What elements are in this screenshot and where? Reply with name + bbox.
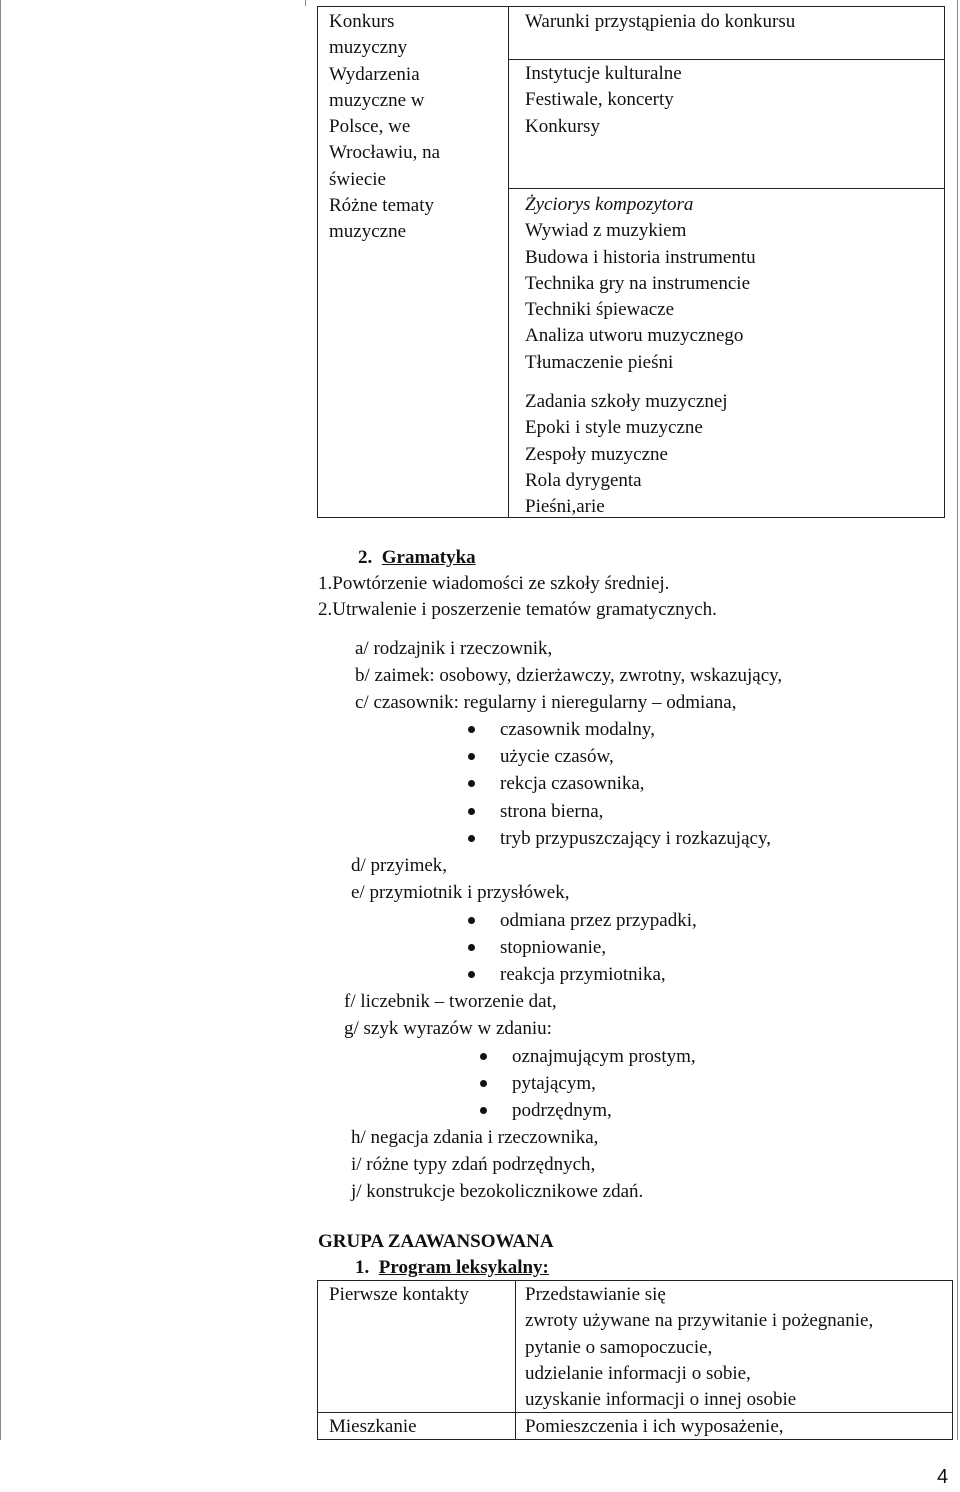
row-divider [509,59,944,60]
grammar-c: c/ czasownik: regularny i nieregularny – odmiana, [355,692,737,713]
lexical-r1c1: Pierwsze kontakty [329,1284,469,1305]
row2-line: Instytucje kulturalne [525,63,682,84]
grammar-h: h/ negacja zdania i rzeczownika, [351,1127,599,1148]
row3b-line: Epoki i style muzyczne [525,417,703,439]
list-item: pytającym, [512,1070,696,1097]
row3-line: Wywiad z muzykiem [525,220,687,242]
col1-line: świecie [329,168,386,190]
list-item: oznajmującym prostym, [512,1043,696,1070]
list-item: rekcja czasownika, [500,770,771,797]
program-heading [355,1255,549,1281]
grammar-a: a/ rodzajnik i rzeczownik, [355,638,553,659]
row3b-text [525,389,728,520]
margin-line-left [0,0,1,1440]
row3-text [525,192,756,376]
grammar-e: e/ przymiotnik i przysłówek, [351,882,570,903]
program-number: 1. [355,1257,370,1278]
list-item: czasownik modalny, [500,716,771,743]
list-item: odmiana przez przypadki, [500,907,697,934]
lexical-line: pytanie o samopoczucie, [525,1336,713,1358]
section-point-1: 1.Powtórzenie wiadomości ze szkoły średniej. [318,573,670,594]
col1-line: Różne tematy [329,195,434,217]
row2-text [525,61,682,140]
lexical-line: udzielanie informacji o sobie, [525,1362,751,1384]
grammar-e-list [500,907,697,989]
row2-line: Festiwale, koncerty [525,89,674,111]
row2-line: Konkursy [525,115,600,137]
list-item: podrzędnym, [512,1097,696,1124]
list-item: reakcja przymiotnika, [500,961,697,988]
list-item: tryb przypuszczający i rozkazujący, [500,825,771,852]
row1-line: Warunki przystąpienia do konkursu [525,11,796,32]
row3b-line: Rola dyrygenta [525,469,642,491]
grammar-f: f/ liczebnik – tworzenie dat, [344,991,557,1012]
lexical-line: Przedstawianie się [525,1284,666,1305]
grammar-g: g/ szyk wyrazów w zdaniu: [344,1018,552,1039]
col1-line: Polsce, we [329,116,411,138]
list-item: stopniowanie, [500,934,697,961]
grammar-g-list [512,1043,696,1125]
col1-line: muzyczny [329,37,408,59]
section-point-2: 2.Utrwalenie i poszerzenie tematów gramatycznych. [318,599,717,620]
grammar-i: i/ różne typy zdań podrzędnych, [351,1154,596,1175]
col1-line: Konkurs [329,11,395,32]
row3-line: Technika gry na instrumencie [525,272,751,294]
list-item: użycie czasów, [500,743,771,770]
row3b-line: Zadania szkoły muzycznej [525,391,728,412]
lexical-r2c2: Pomieszczenia i ich wyposażenie, [525,1416,784,1437]
lexical-line: zwroty używane na przywitanie i pożegnanie, [525,1310,874,1332]
section-number: 2. [358,547,373,568]
row3-line: Techniki śpiewacze [525,299,675,321]
lexical-r2c1: Mieszkanie [329,1416,417,1437]
page-number: 4 [937,1466,949,1488]
grammar-b: b/ zaimek: osobowy, dzierżawczy, zwrotny, wskazujący, [355,665,783,686]
row3-line: Budowa i historia instrumentu [525,246,756,268]
program-title: Program leksykalny: [378,1257,549,1278]
grammar-j: j/ konstrukcje bezokolicznikowe zdań. [351,1181,644,1202]
topics-table [317,6,945,518]
col1-line: Wrocławiu, na [329,142,441,164]
row-divider [509,188,944,189]
row3-line: Analiza utworu muzycznego [525,325,744,347]
lexical-line: uzyskanie informacji o innej osobie [525,1389,797,1411]
lexical-table [317,1280,953,1440]
row3-italic-line: Życiorys kompozytora [525,194,694,215]
section-title: Gramatyka [381,547,476,568]
col1-line: muzyczne w [329,89,425,111]
row3b-line: Zespoły muzyczne [525,443,668,465]
col1-line: Wydarzenia [329,63,420,85]
lexical-r1c2 [525,1282,873,1413]
margin-line-inner [305,0,306,6]
margin-line-right [957,0,958,1440]
topics-table-col1 [318,7,509,517]
row3-line: Tłumaczenie pieśni [525,351,674,373]
grammar-c-list [500,716,771,852]
section-heading [358,545,476,571]
row3b-line: Pieśni,arie [525,496,605,518]
col1-line: muzyczne [329,221,407,243]
col1-text [329,9,440,246]
grammar-d: d/ przyimek, [351,855,448,876]
list-item: strona bierna, [500,798,771,825]
group-title: GRUPA ZAAWANSOWANA [318,1231,554,1252]
row1-text [525,9,795,35]
